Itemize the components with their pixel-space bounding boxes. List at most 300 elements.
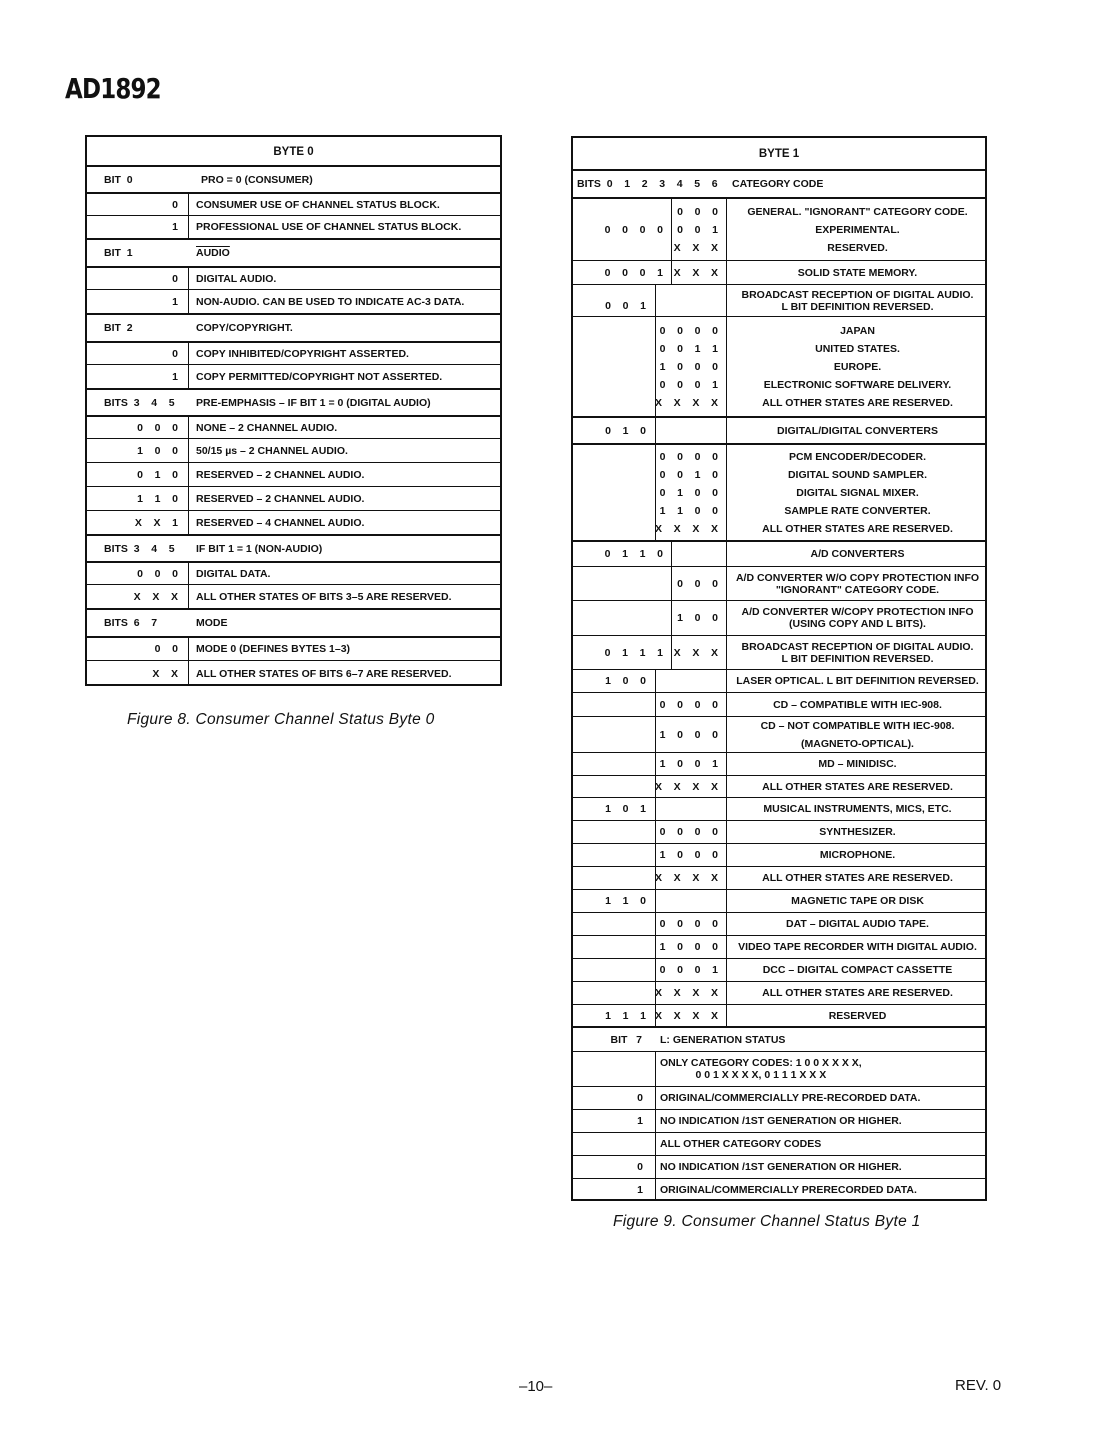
column-divider: [655, 317, 656, 416]
column-divider: [655, 418, 656, 443]
category-description: [732, 844, 983, 866]
bit-pattern: BITS 3 4 5: [104, 396, 175, 409]
byte0-value-row: [87, 438, 500, 462]
bits-0-3: 0 1 1 0: [604, 548, 663, 560]
byte0-value-row: [87, 364, 500, 388]
column-divider: [726, 418, 727, 443]
byte0-table: [85, 135, 502, 686]
column-divider: [726, 317, 727, 416]
category-code-row: [573, 843, 985, 866]
column-divider: [671, 199, 672, 260]
column-divider: [188, 585, 189, 608]
bits-3-6: [660, 959, 718, 981]
category-code-header: CATEGORY CODE: [732, 178, 824, 190]
figure8-caption: Figure 8. Consumer Channel Status Byte 0: [127, 711, 435, 728]
column-divider: [188, 661, 189, 686]
column-divider: [188, 194, 189, 215]
bits-3-6-line: 1 0 0 0: [659, 941, 718, 953]
category-code-row: [573, 866, 985, 889]
bits-4-6-line: 0 0 0: [677, 577, 718, 590]
column-divider: [655, 867, 656, 889]
bits-0-3: 0 0 0 0: [604, 223, 663, 236]
generation-status-row: [573, 1178, 985, 1201]
bits-3-6-line: X X X X: [654, 780, 718, 793]
bit-description: COPY/COPYRIGHT.: [196, 322, 293, 334]
bit-pattern: BIT 1: [104, 247, 133, 259]
column-divider: [726, 542, 727, 566]
category-description-line: EXPERIMENTAL.: [815, 223, 900, 236]
category-description-line: SYNTHESIZER.: [819, 826, 896, 838]
column-divider: [726, 199, 727, 260]
column-divider: [726, 844, 727, 866]
bit-pattern: 1 1 0: [137, 492, 178, 505]
bit-pattern: 1: [172, 221, 178, 233]
category-description: [732, 1005, 983, 1027]
bits-0-3: 0 1 1 1: [604, 646, 663, 659]
category-description: [732, 601, 983, 635]
category-description: [732, 936, 983, 958]
column-divider: [726, 261, 727, 284]
byte0-value-row: [87, 486, 500, 510]
category-description-line: DIGITAL SOUND SAMPLER.: [787, 468, 928, 481]
bits-3-6: [660, 913, 718, 935]
bits-4-6-line: X X X: [673, 646, 718, 659]
category-description-line: EUROPE.: [833, 360, 882, 373]
category-description-line: MAGNETIC TAPE OR DISK: [791, 895, 924, 907]
category-description: [732, 717, 983, 752]
category-description: [732, 753, 983, 775]
bit-pattern: 0: [172, 198, 178, 211]
byte0-value-row: [87, 341, 500, 364]
bit-description: COPY PERMITTED/COPYRIGHT NOT ASSERTED.: [196, 370, 443, 383]
byte0-section-row: [87, 238, 500, 266]
column-divider: [655, 670, 656, 692]
bit-description: RESERVED – 2 CHANNEL AUDIO.: [196, 492, 365, 505]
column-divider: [726, 445, 727, 540]
category-description: [732, 693, 983, 716]
category-description: [732, 542, 983, 566]
category-description: [732, 959, 983, 981]
category-code-row: [573, 669, 985, 692]
bits-3-6-line: 1 0 0 1: [659, 758, 718, 770]
byte0-value-row: [87, 584, 500, 608]
category-description-line: A/D CONVERTER W/COPY PROTECTION INFO: [741, 606, 974, 618]
bit-description: IF BIT 1 = 1 (NON-AUDIO): [196, 542, 323, 555]
category-description-line: CD – COMPATIBLE WITH IEC-908.: [773, 698, 942, 711]
byte0-value-row: [87, 462, 500, 486]
bits-3-6-line: X X X X: [654, 396, 718, 409]
category-description-line: (USING COPY AND L BITS).: [789, 618, 926, 630]
figure9-caption: Figure 9. Consumer Channel Status Byte 1: [613, 1213, 921, 1230]
l-bit-value: 1: [637, 1115, 643, 1127]
bit-description: DIGITAL DATA.: [196, 567, 271, 580]
bits-3-6-line: X X X X: [654, 987, 718, 999]
column-divider: [726, 601, 727, 635]
column-divider: [655, 844, 656, 866]
column-divider: [188, 439, 189, 462]
column-divider: [188, 365, 189, 388]
category-description-line: L BIT DEFINITION REVERSED.: [781, 652, 934, 665]
category-description: [732, 285, 983, 316]
column-divider: [188, 487, 189, 510]
column-divider: [726, 693, 727, 716]
byte0-value-row: [87, 289, 500, 313]
category-code-row: [573, 752, 985, 775]
column-divider: [655, 959, 656, 981]
bits-3-6-line: 1 0 0 0: [659, 849, 718, 861]
l-bit-value: 1: [637, 1184, 643, 1196]
column-divider: [655, 821, 656, 843]
category-description-line: ELECTRONIC SOFTWARE DELIVERY.: [763, 378, 952, 391]
column-divider: [726, 821, 727, 843]
column-divider: [655, 693, 656, 716]
bits-4-6: [677, 567, 718, 600]
bit-description: AUDIO: [196, 247, 230, 259]
column-divider: [671, 567, 672, 600]
column-divider: [726, 717, 727, 752]
column-divider: [726, 567, 727, 600]
byte1-title-row: [573, 138, 985, 170]
column-divider: [188, 268, 189, 289]
bit-description: MODE: [196, 617, 228, 629]
bits-3-6-line: 0 0 0 0: [659, 826, 718, 838]
bit-pattern: 0 1 0: [137, 468, 178, 481]
category-description-line: VIDEO TAPE RECORDER WITH DIGITAL AUDIO.: [738, 941, 977, 953]
bits-3-6: [660, 936, 718, 958]
category-code-row: [573, 260, 985, 284]
bits-3-6: [655, 317, 718, 416]
bits-4-6: [674, 199, 718, 260]
column-divider: [726, 636, 727, 669]
bits-4-6-line: X X X: [673, 241, 718, 254]
category-code-row: [573, 912, 985, 935]
category-description: [732, 261, 983, 284]
column-divider: [726, 285, 727, 316]
bit-pattern: 1 0 0: [137, 444, 178, 457]
bits-3-6-line: 0 0 0 1: [659, 964, 718, 976]
category-description: [732, 317, 983, 416]
category-code-row: [573, 635, 985, 669]
category-description-line: ALL OTHER STATES ARE RESERVED.: [762, 872, 953, 884]
column-divider: [655, 717, 656, 752]
category-code-row: [573, 775, 985, 797]
column-divider: [655, 1052, 656, 1086]
category-description: [732, 821, 983, 843]
byte0-value-row: [87, 561, 500, 584]
bits-3-6-line: 0 1 0 0: [659, 486, 718, 499]
column-divider: [726, 890, 727, 912]
category-code-row: [573, 443, 985, 540]
column-divider: [655, 890, 656, 912]
bits-0-2: 0 1 0: [605, 424, 646, 437]
bit-description: ALL OTHER STATES OF BITS 6–7 ARE RESERVED.: [196, 667, 452, 680]
column-divider: [726, 776, 727, 797]
l-bit-value: 0: [637, 1161, 643, 1173]
category-description-line: DCC – DIGITAL COMPACT CASSETTE: [762, 964, 953, 976]
column-divider: [726, 753, 727, 775]
bit-description: NON-AUDIO. CAN BE USED TO INDICATE AC-3 DATA.: [196, 295, 465, 308]
category-code-row: [573, 797, 985, 820]
category-description-line: SAMPLE RATE CONVERTER.: [784, 504, 931, 517]
bit-description: ALL OTHER STATES OF BITS 3–5 ARE RESERVED.: [196, 590, 452, 603]
bit-description: PROFESSIONAL USE OF CHANNEL STATUS BLOCK.: [196, 221, 462, 233]
column-divider: [655, 445, 656, 540]
byte0-section-row: [87, 388, 500, 415]
byte0-section-row: [87, 608, 500, 636]
column-divider: [188, 463, 189, 486]
category-description-line: MUSICAL INSTRUMENTS, MICS, ETC.: [763, 803, 952, 815]
byte0-value-row: [87, 660, 500, 686]
category-description-line: RESERVED.: [827, 241, 888, 254]
bit-description: DIGITAL AUDIO.: [196, 272, 277, 285]
category-description: [732, 890, 983, 912]
byte1-title: BYTE 1: [758, 148, 800, 160]
column-divider: [188, 511, 189, 534]
bits-4-6-line: 0 0 1: [677, 223, 718, 236]
column-divider: [655, 753, 656, 775]
bit-pattern: 1: [172, 295, 178, 308]
bits-3-6-line: 1 0 0 0: [659, 728, 718, 741]
category-code-row: [573, 692, 985, 716]
category-code-row: [573, 416, 985, 443]
category-description-line: PCM ENCODER/DECODER.: [788, 450, 927, 463]
category-description-line: MICROPHONE.: [819, 849, 896, 861]
category-description-line: "IGNORANT" CATEGORY CODE.: [775, 583, 940, 596]
column-divider: [655, 776, 656, 797]
category-description-line: DIGITAL/DIGITAL CONVERTERS: [776, 424, 938, 437]
byte0-section-row: [87, 534, 500, 561]
bits-3-6-line: 0 0 0 0: [659, 324, 718, 337]
category-description-line: RESERVED: [828, 1010, 887, 1022]
column-divider: [188, 290, 189, 313]
bits-3-6: [660, 717, 718, 752]
category-code-row: [573, 958, 985, 981]
category-description-line: DIGITAL SIGNAL MIXER.: [796, 486, 919, 499]
category-code-row: [573, 600, 985, 635]
bits-3-6-line: X X X X: [654, 1010, 718, 1022]
category-description-line: GENERAL. "IGNORANT" CATEGORY CODE.: [747, 205, 968, 218]
bit-pattern: 0 0 0: [137, 567, 178, 580]
category-description-line: (MAGNETO-OPTICAL).: [801, 737, 914, 750]
column-divider: [655, 798, 656, 820]
bits-3-6: [655, 867, 718, 889]
byte0-title: BYTE 0: [273, 145, 314, 158]
bits-3-6-line: 0 0 0 0: [659, 918, 718, 930]
bit-pattern: 1: [172, 370, 178, 383]
bits-3-6-line: 1 0 0 0: [659, 360, 718, 373]
l-bit-description: NO INDICATION /1ST GENERATION OR HIGHER.: [660, 1115, 902, 1127]
generation-status-row: [573, 1086, 985, 1109]
bits-4-6-line: 0 0 0: [677, 205, 718, 218]
column-divider: [655, 1179, 656, 1201]
category-description-line: A/D CONVERTERS: [810, 548, 905, 560]
byte0-value-row: [87, 636, 500, 660]
category-code-row: [573, 284, 985, 316]
bit7-label: BIT 7: [610, 1033, 642, 1046]
category-description: [732, 445, 983, 540]
l-bit-description: ORIGINAL/COMMERCIALLY PRERECORDED DATA.: [660, 1184, 917, 1196]
column-divider: [188, 563, 189, 584]
bit-pattern: 0 0: [154, 643, 178, 655]
bits-4-6: [674, 636, 718, 669]
l-bit-description: NO INDICATION /1ST GENERATION OR HIGHER.: [660, 1161, 902, 1173]
bits-3-6: [660, 753, 718, 775]
category-description-line: ALL OTHER STATES ARE RESERVED.: [762, 987, 953, 999]
category-description-line: A/D CONVERTER W/O COPY PROTECTION INFO: [735, 571, 980, 584]
l-bit-value: 0: [637, 1092, 643, 1104]
category-description: [732, 636, 983, 669]
category-code-line: ONLY CATEGORY CODES: 1 0 0 X X X X,: [660, 1057, 862, 1069]
bit-description: RESERVED – 2 CHANNEL AUDIO.: [196, 468, 365, 481]
category-code-row: [573, 566, 985, 600]
category-description-line: BROADCAST RECEPTION OF DIGITAL AUDIO.: [741, 288, 974, 301]
byte0-value-row: [87, 415, 500, 438]
category-code-line: 0 0 1 X X X X, 0 1 1 1 X X X: [695, 1069, 827, 1081]
category-code-row: [573, 820, 985, 843]
other-category-codes-row: [573, 1132, 985, 1155]
bits-0-2: 1 1 1: [605, 1010, 646, 1022]
generation-status-row: [573, 1109, 985, 1132]
bits-4-6-line: X X X: [673, 266, 718, 279]
byte1-header-row: [573, 169, 985, 197]
column-divider: [655, 1156, 656, 1178]
column-divider: [726, 959, 727, 981]
category-description-line: ALL OTHER STATES ARE RESERVED.: [762, 522, 953, 535]
only-category-codes: [660, 1052, 862, 1086]
column-divider: [671, 261, 672, 284]
category-code-row: [573, 935, 985, 958]
bits-3-6-line: X X X X: [654, 872, 718, 884]
column-divider: [726, 936, 727, 958]
column-divider: [655, 1133, 656, 1155]
page-number: –10–: [519, 1378, 553, 1395]
generation-status-row: [573, 1155, 985, 1178]
category-description-line: ALL OTHER STATES ARE RESERVED.: [762, 396, 953, 409]
bit7-header-row: [573, 1026, 985, 1051]
bit-description: PRO = 0 (CONSUMER): [201, 173, 313, 186]
column-divider: [655, 1110, 656, 1132]
column-divider: [726, 913, 727, 935]
document-title: AD1892: [65, 72, 161, 105]
category-code-row: [573, 889, 985, 912]
column-divider: [655, 982, 656, 1004]
bits-3-6-line: 0 0 0 0: [659, 698, 718, 711]
category-description-line: L BIT DEFINITION REVERSED.: [781, 300, 934, 313]
bits-0-2: 1 1 0: [605, 895, 646, 907]
byte0-title-row: [87, 137, 500, 166]
byte0-value-row: [87, 266, 500, 289]
bit-description: PRE-EMPHASIS – IF BIT 1 = 0 (DIGITAL AUDIO): [196, 396, 431, 409]
column-divider: [671, 542, 672, 566]
bit-pattern: X X 1: [134, 516, 178, 529]
category-description: [732, 670, 983, 692]
bits-0-2: 0 0 1: [605, 300, 646, 312]
bits-4-6: [674, 261, 718, 284]
bit-description: 50/15 µs – 2 CHANNEL AUDIO.: [196, 444, 348, 457]
category-description: [732, 567, 983, 600]
bits-3-6: [655, 982, 718, 1004]
bit-description: RESERVED – 4 CHANNEL AUDIO.: [196, 516, 365, 529]
bits-3-6: [655, 445, 718, 540]
bit-description: NONE – 2 CHANNEL AUDIO.: [196, 421, 338, 434]
l-bit-description: ORIGINAL/COMMERCIALLY PRE-RECORDED DATA.: [660, 1092, 921, 1104]
bits-4-6-line: 1 0 0: [677, 612, 718, 624]
category-description-line: BROADCAST RECEPTION OF DIGITAL AUDIO.: [741, 640, 974, 653]
column-divider: [655, 936, 656, 958]
bit-pattern: 0 0 0: [137, 421, 178, 434]
category-description-line: ALL OTHER STATES ARE RESERVED.: [762, 780, 953, 793]
category-description-line: LASER OPTICAL. L BIT DEFINITION REVERSED.: [736, 675, 979, 687]
bits-3-6-line: 0 0 1 0: [659, 468, 718, 481]
category-description-line: CD – NOT COMPATIBLE WITH IEC-908.: [760, 719, 955, 732]
category-description: [732, 776, 983, 797]
category-code-row: [573, 197, 985, 260]
bits-3-6-line: 1 1 0 0: [659, 504, 718, 517]
bits-3-6-line: 0 0 0 0: [659, 450, 718, 463]
bits-3-6-line: 0 0 1 1: [659, 342, 718, 355]
column-divider: [726, 798, 727, 820]
other-category-codes-label: ALL OTHER CATEGORY CODES: [660, 1138, 822, 1150]
bit-pattern: BITS 6 7: [104, 617, 158, 629]
bit-pattern: BIT 0: [104, 173, 133, 186]
category-description-line: JAPAN: [840, 324, 875, 337]
category-description-line: DAT – DIGITAL AUDIO TAPE.: [786, 918, 929, 930]
revision-label: REV. 0: [955, 1377, 1002, 1394]
bits-3-6: [655, 776, 718, 797]
bit-pattern: 0: [172, 272, 178, 285]
bit-pattern: X X X: [133, 590, 178, 603]
category-code-row: [573, 540, 985, 566]
bits-0-2: 1 0 1: [605, 803, 646, 815]
bit-pattern: BIT 2: [104, 322, 133, 334]
bit-pattern: BITS 3 4 5: [104, 542, 175, 555]
category-description: [732, 982, 983, 1004]
column-divider: [726, 1005, 727, 1027]
category-description: [732, 798, 983, 820]
column-divider: [188, 216, 189, 238]
category-code-row: [573, 716, 985, 752]
bits-3-6: [655, 1005, 718, 1027]
column-divider: [188, 417, 189, 438]
category-description: [732, 418, 983, 443]
category-bits-header: BITS 0 1 2 3 4 5 6: [577, 178, 718, 190]
category-description: [732, 199, 983, 260]
category-code-row: [573, 1004, 985, 1027]
category-description: [732, 867, 983, 889]
byte0-value-row: [87, 510, 500, 534]
bits-0-2: 1 0 0: [605, 675, 646, 687]
only-category-codes-row: [573, 1051, 985, 1086]
category-description-line: MD – MINIDISC.: [818, 758, 897, 770]
category-code-row: [573, 981, 985, 1004]
column-divider: [655, 913, 656, 935]
bits-4-6: [677, 601, 718, 635]
byte1-table: [571, 136, 987, 1201]
column-divider: [671, 636, 672, 669]
bits-3-6: [660, 693, 718, 716]
column-divider: [188, 343, 189, 364]
bit-pattern: X X: [152, 667, 178, 680]
category-description: [732, 913, 983, 935]
category-code-row: [573, 316, 985, 416]
bit-description: MODE 0 (DEFINES BYTES 1–3): [196, 643, 351, 655]
bits-3-6-line: 0 0 0 1: [659, 378, 718, 391]
bit-description: COPY INHIBITED/COPYRIGHT ASSERTED.: [196, 347, 409, 360]
byte0-section-row: [87, 165, 500, 192]
column-divider: [726, 982, 727, 1004]
bit-pattern: 0: [172, 347, 178, 360]
category-description-line: SOLID STATE MEMORY.: [797, 266, 918, 279]
